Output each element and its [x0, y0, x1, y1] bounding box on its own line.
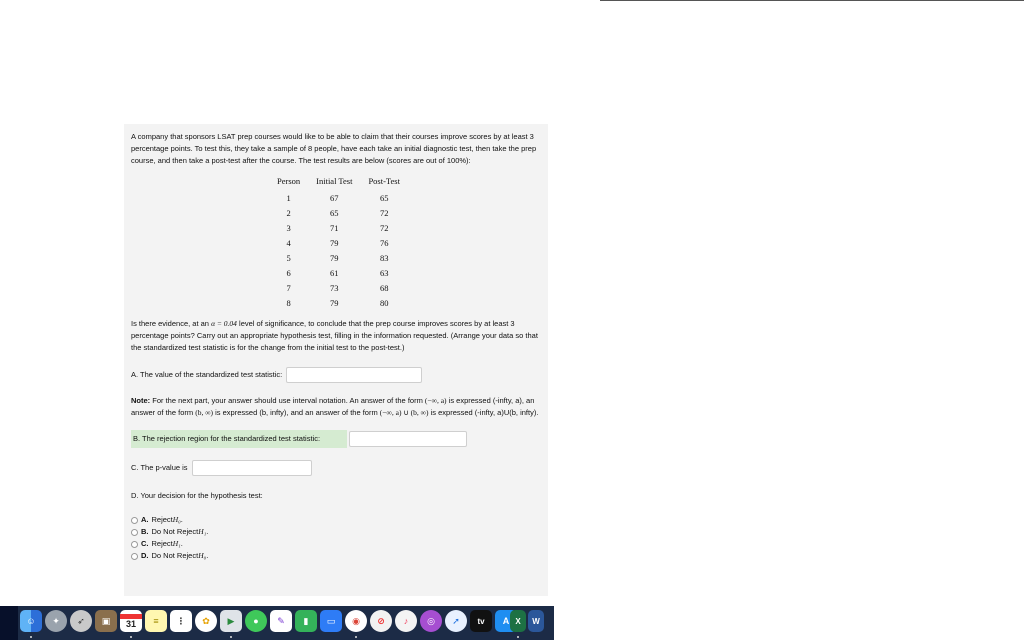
option-end: .: [180, 515, 183, 524]
option-end: .: [180, 539, 183, 548]
cell-initial: 61: [330, 267, 339, 278]
option-text: Reject: [151, 539, 173, 548]
photos-icon[interactable]: ✿: [195, 610, 217, 632]
header-initial-test: Initial Test: [316, 176, 353, 186]
photo-icon[interactable]: ▣: [95, 610, 117, 632]
option-hypothesis: H₁: [172, 539, 181, 548]
radio-button[interactable]: [131, 541, 138, 548]
table-row: [269, 295, 408, 310]
option-text: Do Not Reject: [151, 527, 199, 536]
part-a-label: A. The value of the standardized test statistic:: [131, 370, 283, 379]
question-pre: Is there evidence, at an: [131, 319, 212, 328]
music-icon[interactable]: ♪: [395, 610, 417, 632]
cell-post: 65: [379, 192, 389, 203]
cell-post: 72: [379, 222, 389, 233]
option-hypothesis: H₀: [172, 515, 181, 524]
option-c[interactable]: [131, 538, 541, 550]
part-b: [131, 430, 541, 448]
option-letter: A.: [141, 515, 149, 524]
option-letter: C.: [141, 539, 149, 548]
appletv-icon[interactable]: [470, 610, 492, 632]
note-label: Note:: [131, 396, 151, 405]
option-letter: B.: [141, 527, 149, 536]
keynote-icon[interactable]: ▭: [320, 610, 342, 632]
question-text: [131, 318, 541, 354]
cell-person: 1: [286, 192, 291, 203]
option-hypothesis: H₁: [198, 527, 207, 536]
running-indicator: [30, 636, 32, 638]
alpha-expression: α = 0.04: [211, 319, 237, 328]
podcasts-icon[interactable]: ◎: [420, 610, 442, 632]
radio-button[interactable]: [131, 529, 138, 536]
table-row: [269, 190, 408, 205]
facetime-icon[interactable]: ▶: [220, 610, 242, 632]
option-b[interactable]: [131, 526, 541, 538]
calendar-day: 31: [125, 618, 136, 629]
note-text-2: is expressed (-infty, a), an answer of the form: [131, 396, 535, 417]
radio-button[interactable]: [131, 517, 138, 524]
table-row: [269, 205, 408, 220]
table-row: [269, 280, 408, 295]
option-end: .: [206, 551, 209, 560]
cell-person: 6: [286, 267, 291, 278]
part-d-label: D. Your decision for the hypothesis test:: [131, 491, 263, 500]
option-letter: D.: [141, 551, 149, 560]
decision-options: [131, 514, 541, 562]
cell-person: 7: [286, 282, 291, 293]
cell-initial: 73: [330, 282, 339, 293]
table-row: [269, 250, 408, 265]
question-panel: [124, 124, 548, 596]
table-row: [269, 220, 408, 235]
cell-person: 5: [286, 252, 291, 263]
cell-initial: 79: [330, 252, 339, 263]
cell-initial: 65: [330, 207, 339, 218]
option-text: Do Not Reject: [151, 551, 199, 560]
appstore-icon[interactable]: A: [495, 610, 517, 632]
option-a[interactable]: [131, 514, 541, 526]
cell-post: 80: [379, 297, 389, 308]
cell-person: 8: [286, 297, 291, 308]
part-a: [131, 367, 541, 383]
header-person: Person: [277, 176, 301, 186]
problem-intro: A company that sponsors LSAT prep courses would like to be able to claim that their courses improve scores by at least 3 percentage points. To test this, they take a sample of 8 people, have each take an initial diagnostic test, then take the prep course, and then take a post-test after the course. The test results are below (scores are out of 100%):: [131, 132, 537, 165]
cell-initial: 71: [330, 222, 339, 233]
running-indicator: [130, 636, 132, 638]
table-row: [269, 265, 408, 280]
scores-table: [269, 175, 408, 310]
cell-post: 76: [379, 237, 389, 248]
cell-person: 4: [286, 237, 291, 248]
option-d[interactable]: [131, 550, 541, 562]
messages-icon[interactable]: ●: [245, 610, 267, 632]
safari-icon[interactable]: ➚: [445, 610, 467, 632]
draw-icon[interactable]: ✎: [270, 610, 292, 632]
dock-left-edge: [0, 606, 18, 640]
question-content: [131, 131, 541, 562]
running-indicator: [355, 636, 357, 638]
radio-button[interactable]: [131, 553, 138, 560]
notes-icon[interactable]: ≡: [145, 610, 167, 632]
cell-post: 68: [379, 282, 389, 293]
running-indicator: [230, 636, 232, 638]
top-divider-line: [600, 0, 1024, 1]
numbers-icon[interactable]: ▮: [295, 610, 317, 632]
cell-post: 63: [379, 267, 389, 278]
reminders-icon[interactable]: ⋮: [170, 610, 192, 632]
note-text-1: For the next part, your answer should use interval notation. An answer of the form: [150, 396, 425, 405]
news-icon[interactable]: ⊘: [370, 610, 392, 632]
cell-post: 72: [379, 207, 389, 218]
cell-initial: 67: [330, 192, 339, 203]
table-header-row: [269, 175, 408, 190]
note-math-3: (−∞, a) ∪ (b, ∞): [379, 408, 429, 417]
note-text-4: is expressed (-infty, a)U(b, infty).: [428, 408, 539, 417]
cell-initial: 79: [330, 237, 339, 248]
launchpad-icon[interactable]: ✦: [45, 610, 67, 632]
question-post: level of significance, to conclude that the prep course improves scores by at least 3 percentage points? Carry out an appropriate hypothesis test, filling in the information requested. (Arrange your data so that the standardized test statistic is for the change from the initial test to the post-test.): [131, 319, 538, 352]
p-value-input[interactable]: [192, 460, 312, 476]
option-end: .: [206, 527, 209, 536]
test-statistic-input[interactable]: [286, 367, 422, 383]
chrome-icon[interactable]: ◉: [345, 610, 367, 632]
note-math-1: (−∞, a): [424, 396, 447, 405]
interval-note: [131, 395, 541, 419]
cell-person: 2: [286, 207, 291, 218]
option-hypothesis: H₀: [198, 551, 207, 560]
word-icon[interactable]: W: [528, 610, 544, 632]
option-text: Reject: [151, 515, 173, 524]
part-c-label: C. The p-value is: [131, 463, 188, 472]
table-row: [269, 235, 408, 250]
cell-initial: 79: [330, 297, 339, 308]
cell-person: 3: [286, 222, 291, 233]
excel-icon[interactable]: X: [510, 610, 526, 632]
note-math-2: (b, ∞): [195, 408, 214, 417]
cell-post: 83: [379, 252, 389, 263]
finder-icon[interactable]: ☺: [20, 610, 42, 632]
appletv-label: tv: [477, 616, 485, 626]
part-b-label: B. The rejection region for the standardized test statistic:: [131, 430, 347, 448]
header-post-test: Post-Test: [368, 176, 400, 186]
running-indicator: [517, 636, 519, 638]
calendar-icon[interactable]: [120, 610, 142, 632]
note-text-3: is expressed (b, infty), and an answer of the form: [213, 408, 380, 417]
rocket-icon[interactable]: ➶: [70, 610, 92, 632]
rejection-region-input[interactable]: [349, 431, 467, 447]
part-c: [131, 460, 541, 476]
